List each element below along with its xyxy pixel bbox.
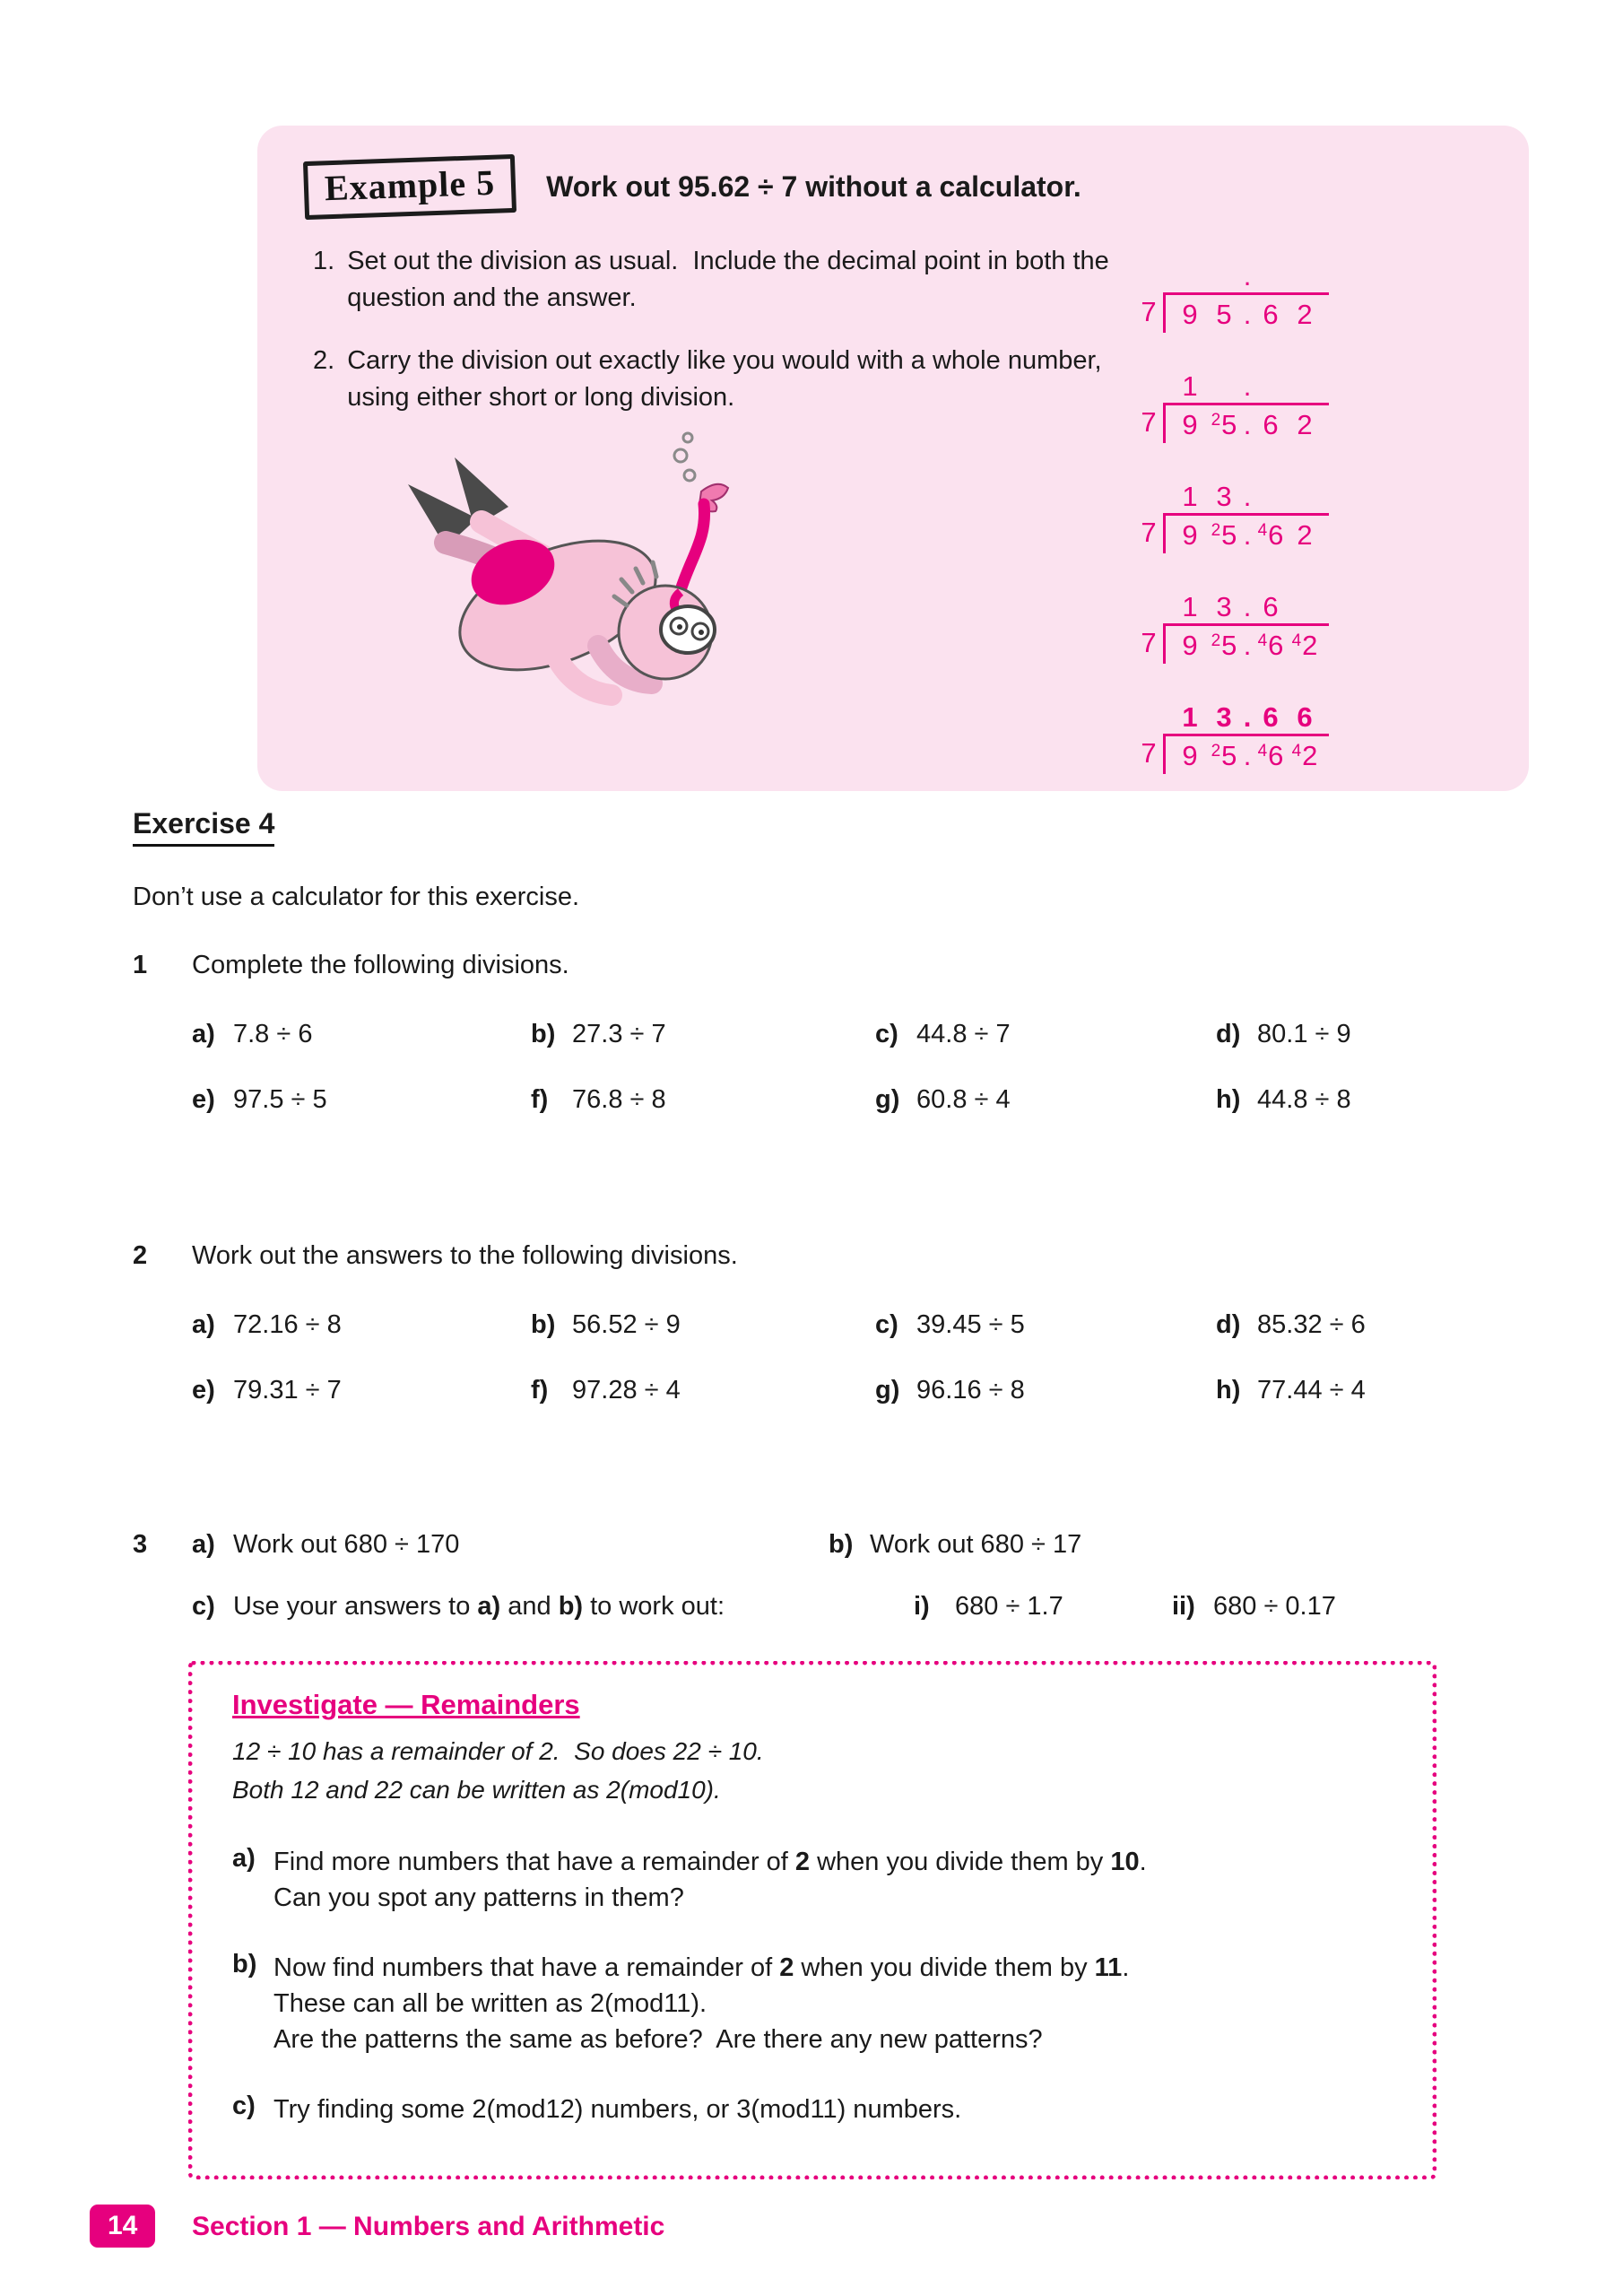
question-3-row-2	[133, 1592, 1532, 1622]
q3-part-i	[914, 1592, 1172, 1622]
example-steps	[257, 216, 1120, 415]
dividend	[1163, 292, 1329, 333]
exercise-part	[192, 1376, 531, 1405]
item-lines	[273, 2092, 961, 2127]
division-stage	[1134, 258, 1329, 333]
division-stage	[1134, 369, 1329, 443]
step-text: Carry the division out exactly like you would with a whole number, using either short or long division.	[347, 346, 1109, 412]
divisor: 7	[1141, 296, 1157, 327]
step-number: 2.	[313, 346, 335, 376]
divisor: 7	[1141, 406, 1157, 438]
carry-digit: 2	[1211, 631, 1221, 650]
part-label: g)	[875, 1085, 900, 1114]
dividend-digit	[1288, 519, 1322, 552]
dividend-digit	[1254, 630, 1288, 662]
item-lines	[273, 1844, 1147, 1916]
part-value: 44.8 ÷ 7	[916, 1020, 1011, 1048]
example-step-1	[313, 243, 1120, 316]
investigate-intro-line: Both 12 and 22 can be written as 2(mod10).	[232, 1776, 721, 1805]
main-digit: 5	[1221, 519, 1237, 551]
item-lines	[273, 1950, 1129, 2057]
answer-digit: .	[1243, 481, 1252, 512]
part-label: b)	[531, 1310, 556, 1339]
bold-text: 2	[794, 1847, 811, 1876]
part-label: h)	[1216, 1376, 1241, 1405]
carry-digit: 2	[1211, 411, 1221, 430]
item-line: Find more numbers that have a remainder of 2 when you divide them by 10.	[273, 1847, 1147, 1876]
dividend	[1163, 623, 1329, 664]
question-number: 2	[133, 1241, 148, 1270]
division-stage	[1134, 589, 1329, 664]
main-digit: 9	[1182, 409, 1198, 440]
division-stage	[1134, 479, 1329, 553]
exercise-part	[875, 1085, 1216, 1115]
q3-part-ii	[1172, 1592, 1336, 1622]
exercise-part	[192, 1020, 531, 1049]
exercise-part	[1216, 1085, 1532, 1115]
part-label: a)	[192, 1530, 215, 1559]
main-digit: 9	[1182, 630, 1198, 661]
main-digit: 5	[1221, 630, 1237, 661]
division-row	[1134, 403, 1329, 443]
exercise-part	[1216, 1376, 1532, 1405]
exercise-part	[192, 1085, 531, 1115]
part-label: e)	[192, 1085, 215, 1114]
question-text: Work out the answers to the following divisions.	[192, 1241, 738, 1270]
investigate-intro-line: 12 ÷ 10 has a remainder of 2. So does 22 ÷ 10.	[232, 1737, 764, 1765]
question-3	[133, 1530, 1532, 1622]
exercise-part	[531, 1376, 875, 1405]
answer-digit: .	[1243, 591, 1252, 622]
main-digit: 2	[1297, 299, 1313, 330]
carry-digit: 4	[1257, 521, 1268, 540]
main-digit: 9	[1182, 740, 1198, 771]
item-label: c)	[232, 2091, 256, 2120]
answer-digit: 1	[1182, 701, 1198, 733]
page-number-badge: 14	[90, 2205, 155, 2248]
question-head	[133, 1241, 1532, 1271]
answer-digit: 1	[1182, 591, 1198, 622]
divisor: 7	[1141, 517, 1157, 548]
part-value: 27.3 ÷ 7	[572, 1020, 666, 1048]
main-digit: 5	[1221, 740, 1237, 771]
part-label: f)	[531, 1376, 549, 1405]
part-value: 60.8 ÷ 4	[916, 1085, 1011, 1114]
answer-digit: 1	[1182, 370, 1198, 402]
question-3-row-1	[133, 1530, 1532, 1560]
example-step-2	[313, 343, 1120, 415]
step-number: 1.	[313, 247, 335, 275]
part-label: g)	[875, 1376, 900, 1405]
question-1-parts	[192, 1020, 1532, 1115]
dividend-digit	[1241, 740, 1254, 772]
exercise-part	[875, 1376, 1216, 1405]
part-value: 96.16 ÷ 8	[916, 1376, 1025, 1405]
main-digit: 2	[1297, 519, 1313, 551]
division-row	[1134, 513, 1329, 553]
answer-digit: .	[1243, 370, 1252, 402]
part-label: d)	[1216, 1020, 1241, 1048]
investigate-item	[232, 1844, 1405, 1916]
dividend-digit	[1241, 299, 1254, 331]
dividend	[1163, 734, 1329, 774]
q3-part-b	[829, 1530, 1081, 1560]
q3-part-a	[192, 1530, 829, 1560]
part-value: 97.5 ÷ 5	[233, 1085, 327, 1114]
investigate-intro	[232, 1732, 1405, 1810]
exercise-part	[531, 1020, 875, 1049]
dividend	[1163, 513, 1329, 553]
item-label: b)	[232, 1949, 257, 1979]
main-digit: 6	[1268, 740, 1284, 771]
dividend-digit	[1173, 409, 1207, 441]
main-digit: .	[1243, 409, 1252, 440]
main-digit: 5	[1216, 299, 1232, 330]
division-answer-row	[1173, 258, 1329, 292]
answer-digit: 6	[1263, 701, 1279, 733]
dividend-digit	[1241, 519, 1254, 552]
example-title: Work out 95.62 ÷ 7 without a calculator.	[546, 170, 1081, 203]
answer-digit: 6	[1263, 591, 1279, 622]
answer-digit: .	[1243, 260, 1252, 291]
main-digit: 2	[1297, 409, 1313, 440]
investigate-items	[232, 1844, 1405, 2127]
part-value: 76.8 ÷ 8	[572, 1085, 666, 1114]
part-label: d)	[1216, 1310, 1241, 1339]
exercise-part	[1216, 1020, 1532, 1049]
exercise-part	[875, 1020, 1216, 1049]
part-value: 79.31 ÷ 7	[233, 1376, 342, 1405]
main-digit: 2	[1302, 630, 1318, 661]
snorkeler-illustration	[392, 422, 858, 780]
step-text: Set out the division as usual. Include the decimal point in both the question and the answer.	[347, 247, 1116, 312]
item-line: Now find numbers that have a remainder of 2 when you divide them by 11.	[273, 1952, 1130, 1982]
dividend-digit	[1288, 630, 1322, 662]
part-value: 44.8 ÷ 8	[1257, 1085, 1351, 1114]
bold-text: a)	[477, 1592, 501, 1621]
part-label: c)	[875, 1310, 898, 1339]
main-digit: 6	[1268, 630, 1284, 661]
part-value: 77.44 ÷ 4	[1257, 1376, 1366, 1405]
item-line: Are the patterns the same as before? Are there any new patterns?	[273, 2024, 1043, 2054]
answer-digit: 6	[1297, 701, 1313, 733]
dividend-digit	[1173, 630, 1207, 662]
part-value: 39.45 ÷ 5	[916, 1310, 1025, 1339]
part-value: 97.28 ÷ 4	[572, 1376, 681, 1405]
question-text: Complete the following divisions.	[192, 951, 569, 979]
division-row	[1134, 734, 1329, 774]
part-label: i)	[914, 1592, 930, 1621]
question-number: 3	[133, 1530, 148, 1559]
division-answer-row	[1173, 479, 1329, 513]
part-label: a)	[192, 1310, 215, 1339]
exercise-intro: Don’t use a calculator for this exercise.	[133, 883, 580, 911]
spacer	[133, 1592, 192, 1622]
dividend-digit	[1288, 299, 1322, 331]
carry-digit: 2	[1211, 521, 1221, 540]
main-digit: 6	[1263, 299, 1279, 330]
carry-digit: 4	[1257, 742, 1268, 761]
divisor: 7	[1141, 737, 1157, 769]
example-box	[257, 126, 1529, 791]
division-answer-row	[1173, 369, 1329, 403]
part-label: f)	[531, 1085, 549, 1114]
bold-text: 2	[779, 1952, 794, 1982]
dividend-digit	[1173, 519, 1207, 552]
main-digit: 6	[1268, 519, 1284, 551]
main-digit: 5	[1221, 409, 1237, 440]
main-digit: .	[1243, 740, 1252, 771]
part-label: b)	[531, 1020, 556, 1048]
bold-text: b)	[558, 1592, 584, 1621]
dividend-digit	[1241, 630, 1254, 662]
divisor: 7	[1141, 627, 1157, 658]
exercise-part	[1216, 1310, 1532, 1340]
dividend-digit	[1173, 740, 1207, 772]
part-value: 7.8 ÷ 6	[233, 1020, 313, 1048]
part-label: c)	[875, 1020, 898, 1048]
bold-text: 11	[1094, 1952, 1123, 1982]
answer-digit: 3	[1216, 701, 1232, 733]
main-digit: .	[1243, 519, 1252, 551]
main-digit: .	[1243, 630, 1252, 661]
main-digit: 9	[1182, 519, 1198, 551]
main-digit: 9	[1182, 299, 1198, 330]
question-2	[133, 1241, 1532, 1405]
division-answer-row	[1173, 700, 1329, 734]
dividend-digit	[1254, 299, 1288, 331]
main-digit: 2	[1302, 740, 1318, 771]
dividend-digit	[1207, 299, 1241, 331]
dividend-digit	[1288, 409, 1322, 441]
question-2-parts	[192, 1310, 1532, 1405]
item-label: a)	[232, 1843, 256, 1873]
exercise-part	[531, 1310, 875, 1340]
carry-digit: 4	[1291, 631, 1302, 650]
investigate-box	[188, 1661, 1436, 2179]
part-label: e)	[192, 1376, 215, 1405]
question-1	[133, 951, 1532, 1115]
carry-digit: 4	[1257, 631, 1268, 650]
main-digit: 6	[1263, 409, 1279, 440]
example-header	[257, 126, 1529, 216]
exercise-heading: Exercise 4	[133, 807, 274, 847]
dividend-digit	[1207, 519, 1241, 552]
dividend	[1163, 403, 1329, 443]
carry-digit: 2	[1211, 742, 1221, 761]
investigate-item	[232, 2092, 1405, 2127]
part-value: 85.32 ÷ 6	[1257, 1310, 1366, 1339]
answer-digit: 1	[1182, 481, 1198, 512]
example-stamp: Example 5	[303, 154, 516, 220]
answer-digit: 3	[1216, 481, 1232, 512]
dividend-digit	[1207, 409, 1241, 441]
exercise-part	[192, 1310, 531, 1340]
part-text: Use your answers to a) and b) to work out:	[233, 1592, 725, 1621]
dividend-digit	[1207, 630, 1241, 662]
part-text: 680 ÷ 0.17	[1213, 1592, 1336, 1621]
exercise-part	[531, 1085, 875, 1115]
dividend-digit	[1254, 519, 1288, 552]
question-number: 1	[133, 951, 148, 979]
item-line: Can you spot any patterns in them?	[273, 1883, 684, 1912]
dividend-digit	[1254, 740, 1288, 772]
answer-digit: .	[1243, 701, 1252, 733]
dividend-digit	[1288, 740, 1322, 772]
part-value: 80.1 ÷ 9	[1257, 1020, 1351, 1048]
exercise-part	[875, 1310, 1216, 1340]
part-label: a)	[192, 1020, 215, 1048]
q3-part-c	[192, 1592, 914, 1622]
dividend-digit	[1207, 740, 1241, 772]
part-label: c)	[192, 1592, 215, 1621]
part-value: 72.16 ÷ 8	[233, 1310, 342, 1339]
carry-digit: 4	[1291, 742, 1302, 761]
dividend-digit	[1173, 299, 1207, 331]
part-text: Work out 680 ÷ 17	[870, 1530, 1082, 1559]
division-working	[1134, 258, 1329, 810]
investigate-heading: Investigate — Remainders	[232, 1689, 580, 1720]
dividend-digit	[1241, 409, 1254, 441]
division-row	[1134, 623, 1329, 664]
part-text: 680 ÷ 1.7	[955, 1592, 1063, 1621]
part-text: Work out 680 ÷ 170	[233, 1530, 460, 1559]
section-label: Section 1 — Numbers and Arithmetic	[192, 2212, 665, 2241]
bold-text: 10	[1110, 1847, 1140, 1876]
item-line: These can all be written as 2(mod11).	[273, 1988, 707, 2018]
part-label: b)	[829, 1530, 854, 1559]
dividend-digit	[1254, 409, 1288, 441]
part-label: h)	[1216, 1085, 1241, 1114]
part-label: ii)	[1172, 1592, 1195, 1621]
investigate-item	[232, 1950, 1405, 2057]
division-stage	[1134, 700, 1329, 774]
item-line: Try finding some 2(mod12) numbers, or 3(mod11) numbers.	[273, 2094, 962, 2124]
part-value: 56.52 ÷ 9	[572, 1310, 681, 1339]
answer-digit: 3	[1216, 591, 1232, 622]
division-row	[1134, 292, 1329, 333]
division-answer-row	[1173, 589, 1329, 623]
main-digit: .	[1243, 299, 1252, 330]
question-head	[133, 951, 1532, 980]
